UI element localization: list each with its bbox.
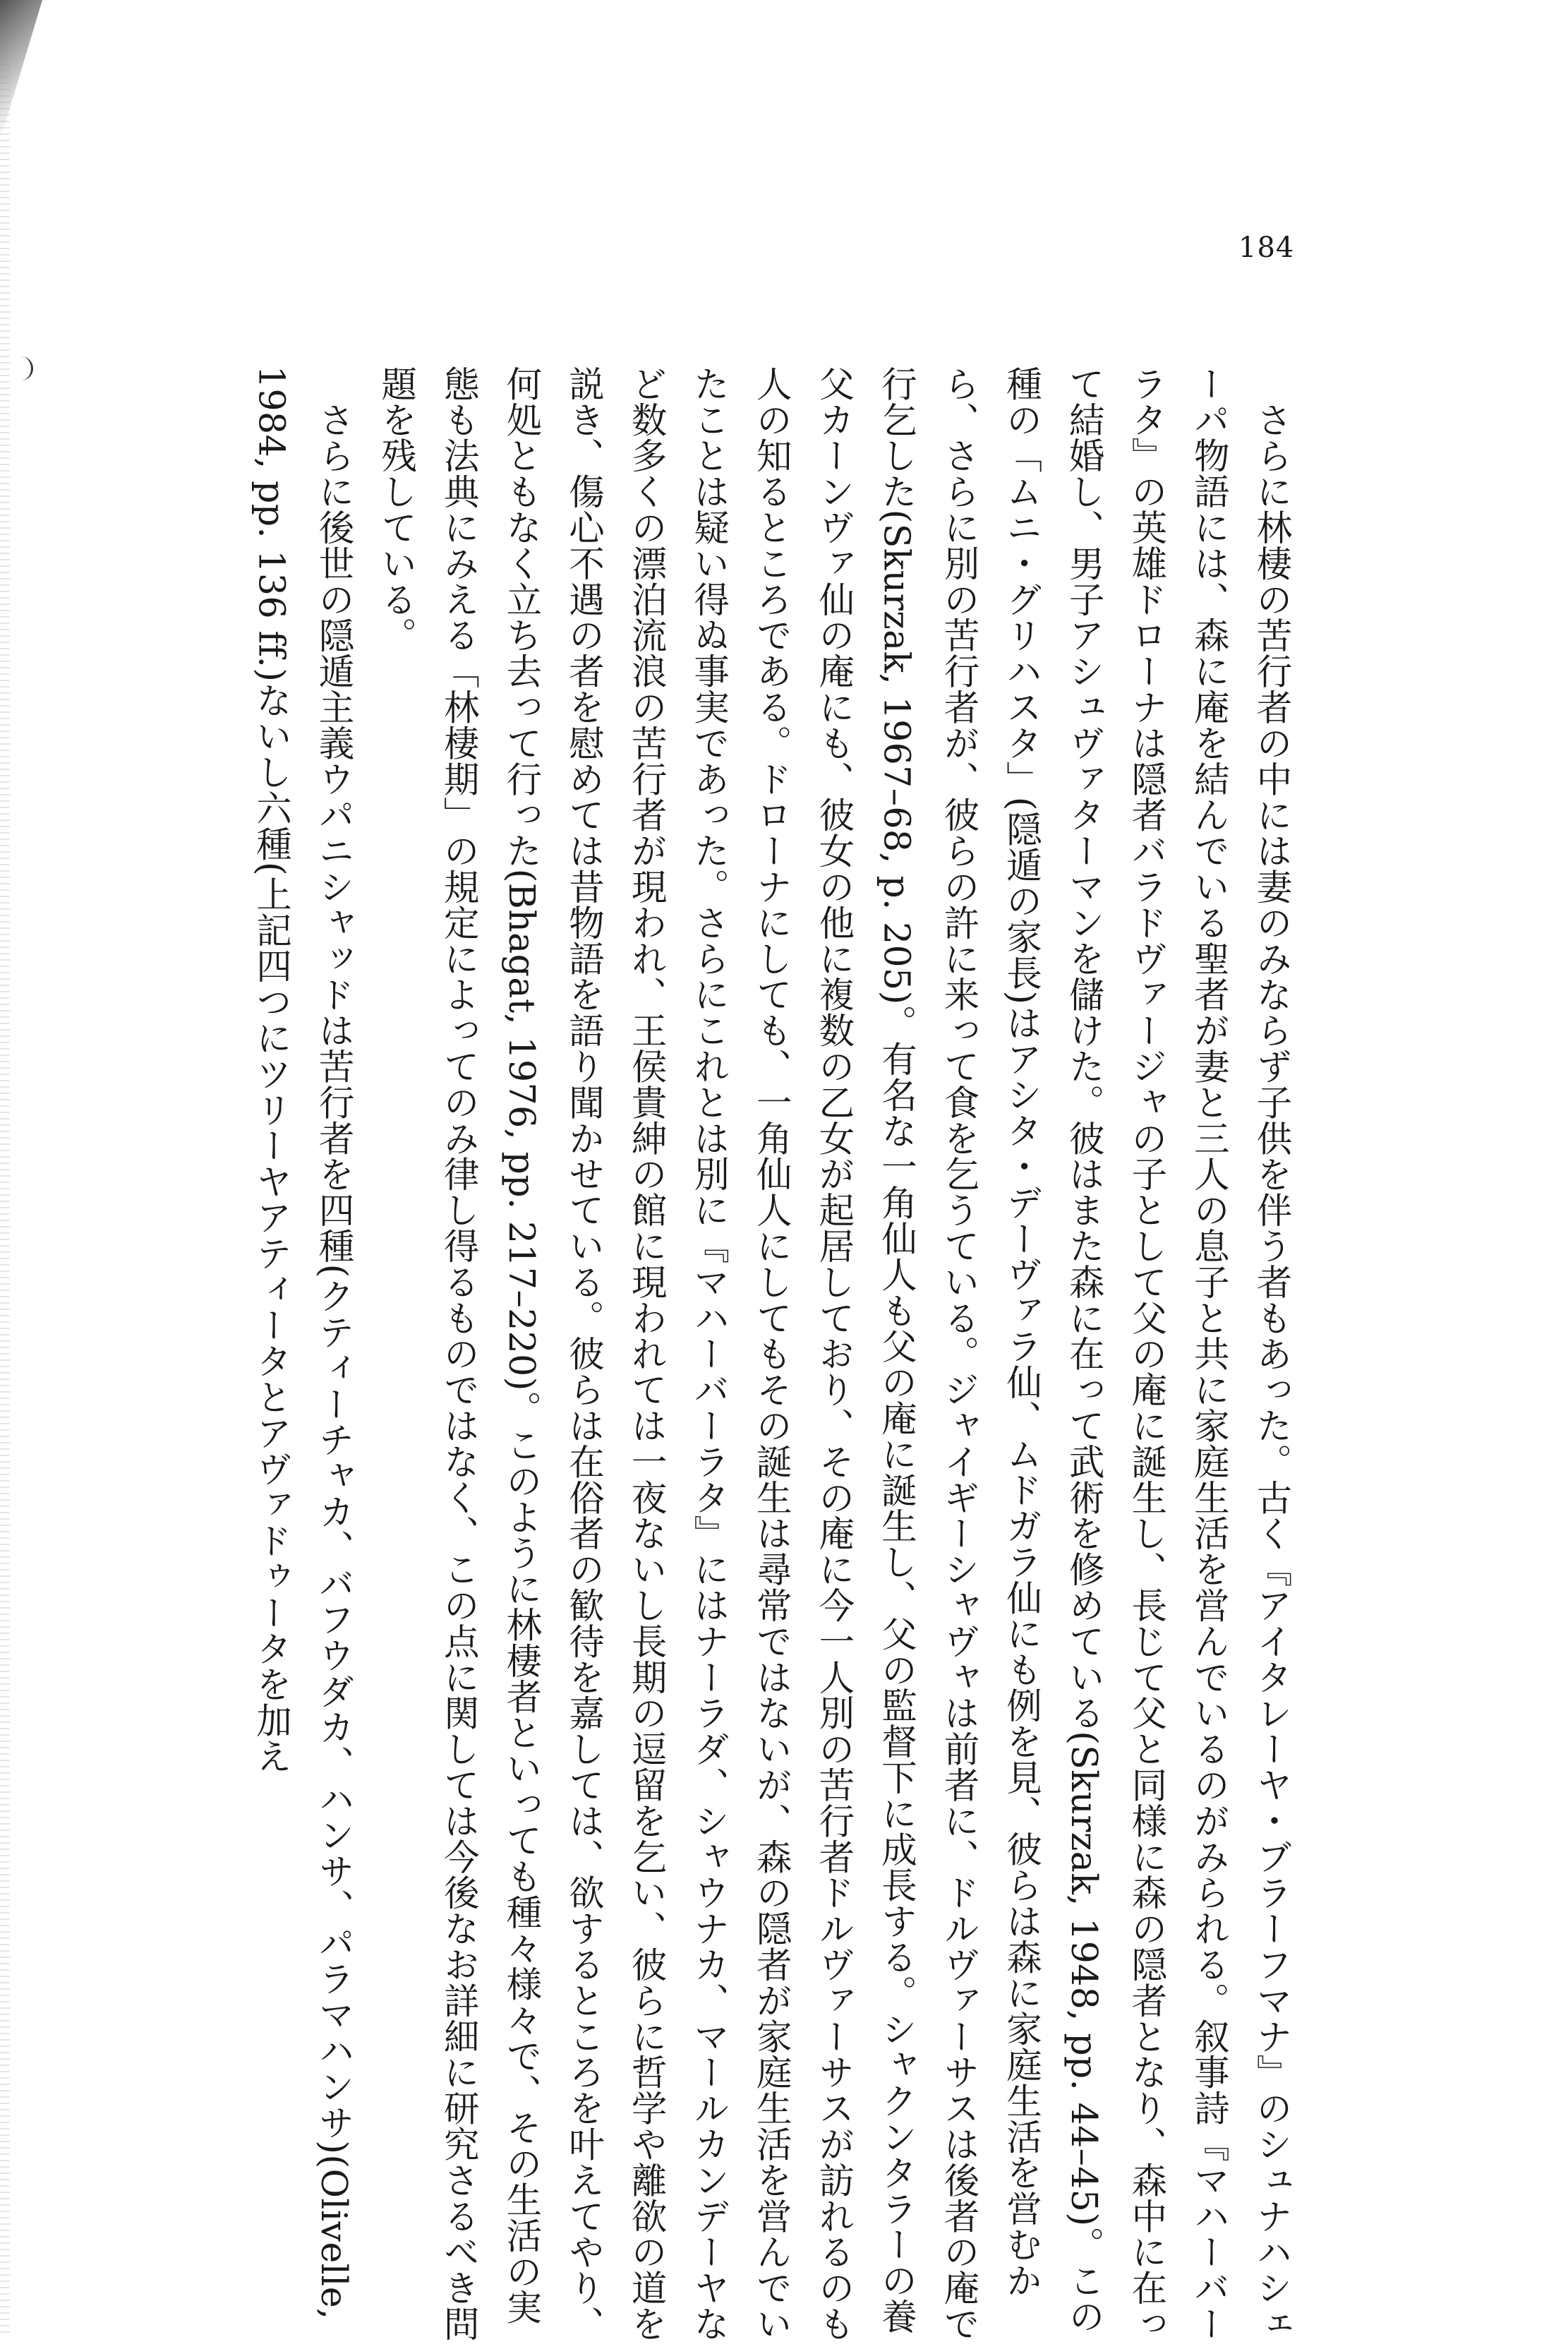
scan-corner-shadow: [0, 0, 42, 141]
margin-pencil-mark: [13, 356, 33, 380]
page-number: 184: [1238, 232, 1295, 264]
paragraph-2: さらに後世の隠遁主義ウパニシャッドは苦行者を四種(クティーチャカ、バフウダカ、ハンサ、パラマハンサ)(Olivelle, 1984, pp. 136 ff.)ないし六種(上記四つにツリーヤアティータとアヴァドゥータを加え: [251, 366, 356, 2319]
scan-edge-shadow: [0, 0, 10, 2336]
paragraph-1: さらに林棲の苦行者の中には妻のみならず子供を伴う者もあった。古く『アイタレーヤ・ブラーフマナ』のシュナハシェーパ物語には、森に庵を結んでいる聖者が妻と三人の息子と共に家庭生活を営んでいるのがみられる。叙事詩『マハーバーラタ』の英雄ドローナは隠者バラドヴァージャの子として父の庵に誕生し、長じて父と同様に森の隠者となり、森中に在って結婚し、男子アシュヴァターマンを儲けた。彼はまた森に在って武術を修めている(Skurzak, 1948, pp. 44–45)。この種の「ムニ・グリハスタ」(隠遁の家長)はアシタ・デーヴァラ仙、ムドガラ仙にも例を見、彼らは森に家庭生活を営むから、さらに別の苦行者が、彼らの許に来って食を乞うている。ジャイギーシャヴャは前者に、ドルヴァーサスは後者の庵で行乞した(Skurzak, 1967–68, p. 205)。有名な一角仙人も父の庵に誕生し、父の監督下に成長する。シャクンタラーの養父カーンヴァ仙の庵にも、彼女の他に複数の乙女が起居しており、その庵に今一人別の苦行者ドルヴァーサスが訪れるのも人の知るところである。ドローナにしても、一角仙人にしてもその誕生は尋常ではないが、森の隠者が家庭生活を営んでいたことは疑い得ぬ事実であった。さらにこれとは別に『マハーバーラタ』にはナーラダ、シャウナカ、マールカンデーヤなど数多くの漂泊流浪の苦行者が現われ、王侯貴紳の館に現われては一夜ないし長期の逗留を乞い、彼らに哲学や離欲の道を説き、傷心不遇の者を慰めては昔物語を語り聞かせている。彼らは在俗者の歓待を嘉しては、欲するところを叶えてやり、何処ともなく立ち去って行った(Bhagat, 1976, pp. 217–220)。このように林棲者といっても種々様々で、その生活の実態も法典にみえる「林棲期」の規定によってのみ律し得るものではなく、この点に関しては今後なお詳細に研究さるべき問題を残している。: [375, 366, 1293, 2342]
body-text: [244, 366, 1303, 2349]
